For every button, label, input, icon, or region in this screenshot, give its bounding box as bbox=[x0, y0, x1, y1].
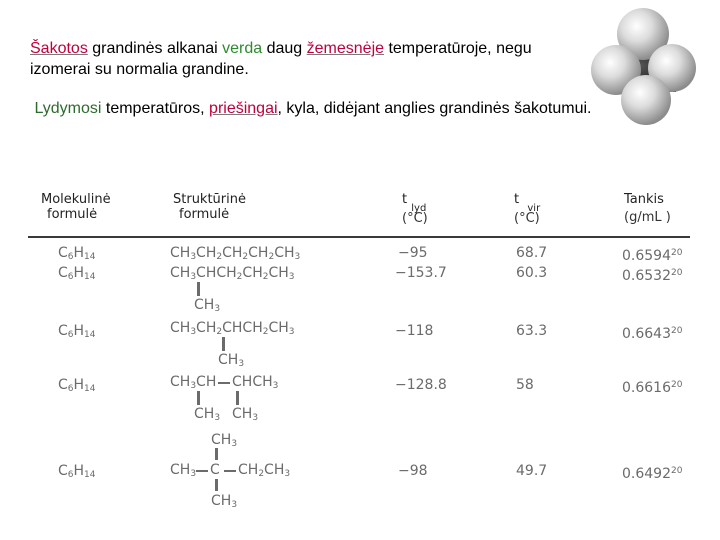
row5-boiling-point: 49.7 bbox=[516, 463, 548, 479]
row2-melting-point: −153.7 bbox=[395, 265, 447, 281]
highlight-branched: Šakotos bbox=[30, 40, 88, 57]
header-tboil-subscript: vir bbox=[527, 203, 541, 214]
row5-structural-left: $CH_3$ bbox=[170, 462, 197, 479]
header-melting-point bbox=[402, 192, 428, 226]
header-density-unit: (g/mL ) bbox=[624, 210, 671, 225]
row5-structural-top: $CH_3$ bbox=[211, 432, 238, 449]
row3-density: 0.6643$^{20}$ bbox=[622, 326, 683, 342]
highlight-melting: Lydymosi bbox=[34, 100, 102, 117]
row4-structural-right: $CHCH_3$ bbox=[232, 374, 279, 391]
row4-boiling-point: 58 bbox=[516, 377, 534, 393]
row4-branch-bond-1 bbox=[197, 391, 200, 405]
header-molecular-line1: Molekulinė bbox=[41, 192, 111, 207]
row1-molecular-formula: $C_6H_{14}$ bbox=[58, 245, 96, 262]
row5-bond-top bbox=[215, 448, 218, 460]
header-tmelt-subscript: lyd bbox=[411, 203, 427, 214]
row4-center-bond bbox=[218, 382, 230, 384]
row4-structural-left: $CH_3CH$ bbox=[170, 374, 217, 391]
intro-p1-text-a: grandinės alkanai bbox=[87, 40, 223, 57]
row4-structural-branch-2: $CH_3$ bbox=[232, 406, 259, 423]
row1-boiling-point: 68.7 bbox=[516, 245, 548, 261]
row3-branch-bond bbox=[222, 337, 225, 351]
molecule-model-image bbox=[588, 6, 698, 128]
row4-molecular-formula: $C_6H_{14}$ bbox=[58, 377, 96, 394]
header-tmelt-symbol: t bbox=[402, 192, 408, 207]
row1-melting-point: −95 bbox=[398, 245, 428, 261]
row5-structural-right: $CH_2CH_3$ bbox=[238, 462, 291, 479]
row2-structural-branch: $CH_3$ bbox=[194, 297, 221, 314]
header-structural-line2: formulė bbox=[179, 207, 230, 222]
row4-branch-bond-2 bbox=[236, 391, 239, 405]
row3-boiling-point: 63.3 bbox=[516, 323, 548, 339]
row2-boiling-point: 60.3 bbox=[516, 265, 548, 281]
header-molecular-line2: formulė bbox=[47, 207, 98, 222]
header-tmelt-unit: (°C) bbox=[402, 211, 428, 226]
row2-structural-main-chain: $CH_3CHCH_2CH_2CH_3$ bbox=[170, 265, 295, 282]
row5-melting-point: −98 bbox=[398, 463, 428, 479]
header-tboil-unit: (°C) bbox=[514, 211, 540, 226]
intro-p1-text-c: temperatūroje, negu izomerai su normalia grandine. bbox=[30, 40, 532, 78]
intro-paragraph-2 bbox=[30, 98, 610, 119]
row2-branch-bond bbox=[197, 282, 200, 296]
row4-density: 0.6616$^{20}$ bbox=[622, 380, 683, 396]
highlight-boil: verda bbox=[222, 40, 263, 57]
header-rule bbox=[28, 236, 690, 238]
row3-melting-point: −118 bbox=[395, 323, 434, 339]
row5-structural-center: C bbox=[210, 462, 220, 478]
row4-structural-branch-1: $CH_3$ bbox=[194, 406, 221, 423]
highlight-contrary: priešingai bbox=[209, 100, 278, 117]
header-density-label: Tankis bbox=[624, 192, 664, 207]
header-structural-line1: Struktūrinė bbox=[173, 192, 246, 207]
intro-p2-text-a: temperatūros, bbox=[101, 100, 210, 117]
header-molecular-formula bbox=[41, 192, 111, 222]
highlight-lower: žemesnėje bbox=[306, 40, 385, 57]
intro-paragraph-1 bbox=[30, 38, 590, 80]
hydrogen-atom-bottom bbox=[621, 75, 671, 125]
header-structural-formula bbox=[173, 192, 246, 222]
row3-structural-branch: $CH_3$ bbox=[218, 352, 245, 369]
row5-bond-left bbox=[196, 470, 208, 472]
row3-molecular-formula: $C_6H_{14}$ bbox=[58, 323, 96, 340]
row1-structural-formula: $CH_3CH_2CH_2CH_2CH_3$ bbox=[170, 245, 301, 262]
intro-p2-text-b: , kyla, didėjant anglies grandinės šakotumui. bbox=[277, 100, 592, 117]
row1-density: 0.6594$^{20}$ bbox=[622, 248, 683, 264]
row5-density: 0.6492$^{20}$ bbox=[622, 466, 683, 482]
row5-molecular-formula: $C_6H_{14}$ bbox=[58, 463, 96, 480]
row4-melting-point: −128.8 bbox=[395, 377, 447, 393]
row5-bond-right bbox=[224, 470, 236, 472]
row3-structural-main-chain: $CH_3CH_2CHCH_2CH_3$ bbox=[170, 320, 295, 337]
header-density bbox=[624, 192, 671, 225]
intro-p1-text-b: daug bbox=[262, 40, 307, 57]
row2-density: 0.6532$^{20}$ bbox=[622, 268, 683, 284]
header-boiling-point bbox=[514, 192, 540, 226]
row5-structural-bottom: $CH_3$ bbox=[211, 493, 238, 510]
header-tboil-symbol: t bbox=[514, 192, 520, 207]
row2-molecular-formula: $C_6H_{14}$ bbox=[58, 265, 96, 282]
row5-bond-bottom bbox=[215, 479, 218, 491]
